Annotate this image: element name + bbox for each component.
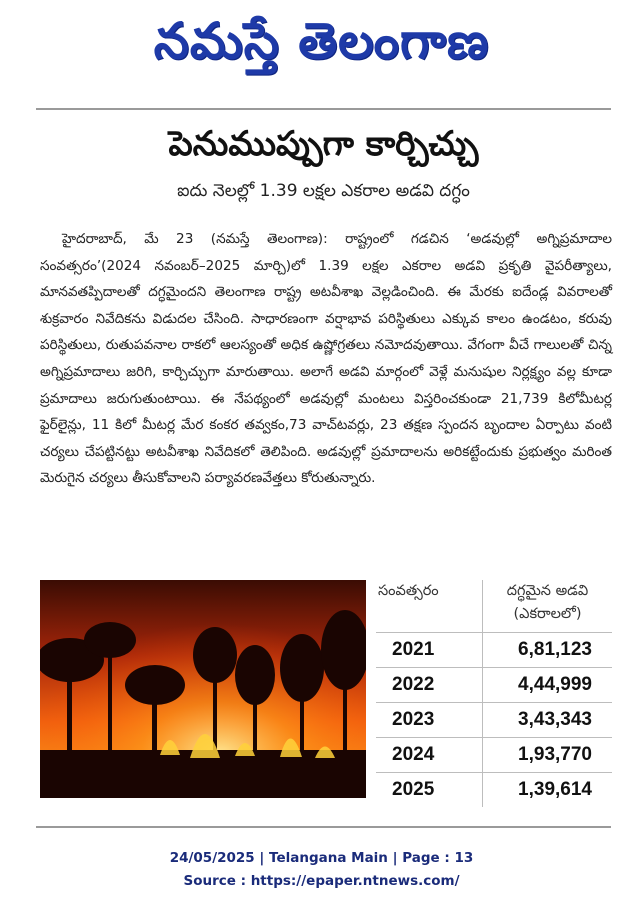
table-row bbox=[376, 703, 612, 738]
year-cell: 2025 bbox=[392, 779, 435, 800]
area-cell: 1,39,614 bbox=[483, 773, 613, 808]
article-subheadline: ఐదు నెలల్లో 1.39 లక్షల ఎకరాల అడవి దగ్ధం bbox=[177, 181, 470, 201]
year-cell: 2024 bbox=[376, 738, 483, 773]
area-cell: 6,81,123 bbox=[483, 633, 613, 668]
year-cell: 2022 bbox=[376, 668, 483, 703]
article-body: హైదరాబాద్, మే 23 (నమస్తే తెలంగాణ): రాష్ట్రంలో గడచిన ‘అడవుల్లో అగ్నిప్రమాదాల సంవత్సరం’(2024 నవంబర్–2025 మార్చి)లో 1.39 లక్షల ఎకరాల అడవి ప్రకృతి వైపరీత్యాలు, మానవతప్పిదాలతో దగ్ధమైందని తెలంగాణ రాష్ట్ర అటవీశాఖ వెల్లడించింది. ఈ మేరకు ఐదేండ్ల వివరాలతో శుక్రవారం నివేదికను విడుదల చేసింది. సాధారణంగా వర్షాభావ పరిస్థితులు ఎక్కువ కాలం ఉండటం, కరువు పరిస్థితులు, రుతుపవనాల రాకలో ఆలస్యంతో అధిక ఉష్ణోగ్రతలు నమోదవుతాయి. వేగంగా వీచే గాలులతో చిన్న అగ్నిప్రమాదాలు జరిగి, కార్చిచ్చుగా మారుతాయి. అలాగే అడవి మార్గంలో వెళ్లే మనుషుల నిర్లక్ష్యం వల్ల కూడా ప్రమాదాలు జరుగుతుంటాయి. ఈ నేపథ్యంలో అడవుల్లో మంటలు విస్తరించకుండా 21,739 కిలోమీటర్ల ఫైర్‌లైన్లు, 11 కిలో మీటర్ల మేర కంకర తవ్వకం,73 వాచ్‌టవర్లు, 23 తక్షణ స్పందన బృందాల ఏర్పాటు వంటి చర్యలు చేపట్టినట్టు అటవీశాఖ నివేదికలో తెలిపింది. అడవుల్లో ప్రమాదాలను అరికట్టేందుకు ప్రభుత్వం మరింత మెరుగైన చర్యలు తీసుకోవాలని పర్యావరణవేత్తలు కోరుతున్నారు. bbox=[40, 231, 612, 487]
top-divider bbox=[36, 108, 611, 110]
table-row bbox=[376, 773, 612, 808]
source-link[interactable]: Source : https://epaper.ntnews.com/ bbox=[183, 873, 460, 889]
area-cell: 4,44,999 bbox=[483, 668, 613, 703]
table-row bbox=[376, 633, 612, 668]
table-header-row bbox=[376, 580, 612, 633]
year-cell: 2021 bbox=[376, 633, 483, 668]
area-cell: 1,93,770 bbox=[483, 738, 613, 773]
year-column-header: సంవత్సరం bbox=[376, 580, 483, 633]
area-column-header: దగ్ధమైన అడవి (ఎకరాలలో) bbox=[483, 580, 613, 633]
newspaper-masthead: నమస్తే తెలంగాణ bbox=[153, 12, 490, 70]
edition-info: 24/05/2025 | Telangana Main | Page : 13 bbox=[169, 850, 474, 866]
burned-forest-table bbox=[376, 580, 612, 807]
bottom-divider bbox=[36, 826, 611, 828]
table-row bbox=[376, 668, 612, 703]
article-headline: పెనుముప్పుగా కార్చిచ్చు bbox=[168, 124, 479, 164]
table-row bbox=[376, 738, 612, 773]
area-cell: 3,43,343 bbox=[483, 703, 613, 738]
forest-fire-photo bbox=[40, 580, 366, 798]
year-cell: 2023 bbox=[376, 703, 483, 738]
